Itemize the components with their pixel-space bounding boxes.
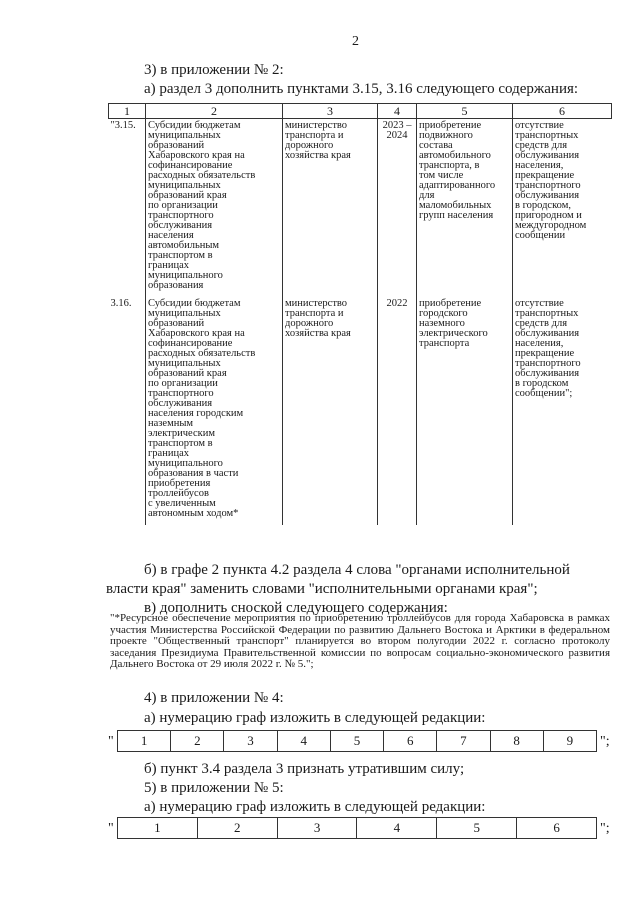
column-number: 1 bbox=[118, 818, 198, 839]
item-b-line2: власти края" заменить словами "исполнительными органами края"; bbox=[106, 581, 538, 597]
item-4a-text: а) нумерацию граф изложить в следующей редакции: bbox=[144, 710, 486, 726]
column-number: 4 bbox=[277, 731, 330, 752]
numbering-4-close-quote: "; bbox=[600, 734, 610, 749]
table-header-row bbox=[109, 104, 612, 119]
column-header: 1 bbox=[109, 104, 146, 119]
column-header: 2 bbox=[146, 104, 283, 119]
table-row bbox=[109, 297, 612, 525]
column-header: 6 bbox=[513, 104, 612, 119]
row-years: 2022 bbox=[378, 297, 417, 525]
row-name: Субсидии бюджетам муниципальных образований Хабаровского края на софинансирование расходных обязательств муниципальных образований края по организации транспортного обслуживания населения городским наземным электрическим транспортом в границах муниципального образования в части приобретения троллейбусов с увеличенным автономным ходом* bbox=[146, 297, 283, 525]
item-4b-text: б) пункт 3.4 раздела 3 признать утратившим силу; bbox=[144, 761, 465, 777]
numbering-4-open-quote: " bbox=[108, 734, 114, 749]
footnote-text: "*Ресурсное обеспечение мероприятия по приобретению троллейбусов для города Хабаровска в рамках участия Министерства Российской Федерации по развитию Дальнего Востока и Арктики в федеральном проекте "Общественный транспорт" планируется во втором полугодии 2022 г. согласно протоколу заседания Президиума Правительственной комиссии по вопросам социально-экономического развития Дальнего Востока от 29 июля 2022 г. № 5."; bbox=[110, 612, 610, 670]
column-number: 2 bbox=[197, 818, 277, 839]
row-ministry: министерство транспорта и дорожного хозяйства края bbox=[283, 119, 378, 298]
column-header: 5 bbox=[417, 104, 513, 119]
numbering-4-table bbox=[117, 730, 597, 752]
item-3-heading: 3) в приложении № 2: bbox=[144, 62, 284, 78]
row-years: 2023 – 2024 bbox=[378, 119, 417, 298]
item-4-heading: 4) в приложении № 4: bbox=[144, 690, 284, 706]
column-number: 4 bbox=[357, 818, 437, 839]
row-purpose: приобретение городского наземного электрического транспорта bbox=[417, 297, 513, 525]
column-header: 3 bbox=[283, 104, 378, 119]
numbering-5-table bbox=[117, 817, 597, 839]
column-number: 5 bbox=[437, 818, 517, 839]
numbering-5-open-quote: " bbox=[108, 821, 114, 836]
column-header: 4 bbox=[378, 104, 417, 119]
row-ministry: министерство транспорта и дорожного хозяйства края bbox=[283, 297, 378, 525]
amendment-table bbox=[108, 103, 612, 525]
table-row bbox=[109, 119, 612, 298]
item-3a-text: а) раздел 3 дополнить пунктами 3.15, 3.16 следующего содержания: bbox=[144, 81, 579, 97]
row-justification: отсутствие транспортных средств для обслуживания населения, прекращение транспортного обслуживания в городском, пригородном и междугородном сообщении bbox=[515, 120, 587, 241]
row-number: "3.15. bbox=[109, 119, 146, 298]
column-number: 6 bbox=[517, 818, 597, 839]
row-justification: отсутствие транспортных средств для обслуживания населения, прекращение транспортного обслуживания в городском сообщении"; bbox=[515, 298, 581, 399]
column-number: 9 bbox=[543, 731, 596, 752]
item-5-heading: 5) в приложении № 5: bbox=[144, 780, 284, 796]
column-number: 8 bbox=[490, 731, 543, 752]
row-number: 3.16. bbox=[109, 297, 146, 525]
column-number: 5 bbox=[330, 731, 383, 752]
column-number: 7 bbox=[437, 731, 490, 752]
item-5a-text: а) нумерацию граф изложить в следующей редакции: bbox=[144, 799, 486, 815]
column-number: 3 bbox=[224, 731, 277, 752]
item-b-line1: б) в графе 2 пункта 4.2 раздела 4 слова "органами исполнительной bbox=[144, 562, 570, 578]
column-number: 1 bbox=[118, 731, 171, 752]
numbering-5-close-quote: "; bbox=[600, 821, 610, 836]
column-number: 2 bbox=[171, 731, 224, 752]
item-v-text: в) дополнить сноской следующего содержания: bbox=[144, 600, 448, 616]
row-purpose: приобретение подвижного состава автомобильного транспорта, в том числе адаптированного для маломобильных групп населения bbox=[417, 119, 513, 298]
column-number: 6 bbox=[384, 731, 437, 752]
column-number: 3 bbox=[277, 818, 357, 839]
page-number: 2 bbox=[352, 34, 359, 49]
row-name: Субсидии бюджетам муниципальных образований Хабаровского края на софинансирование расходных обязательств муниципальных образований края по организации транспортного обслуживания населения автомобильным транспортом в границах муниципального образования bbox=[146, 119, 283, 298]
